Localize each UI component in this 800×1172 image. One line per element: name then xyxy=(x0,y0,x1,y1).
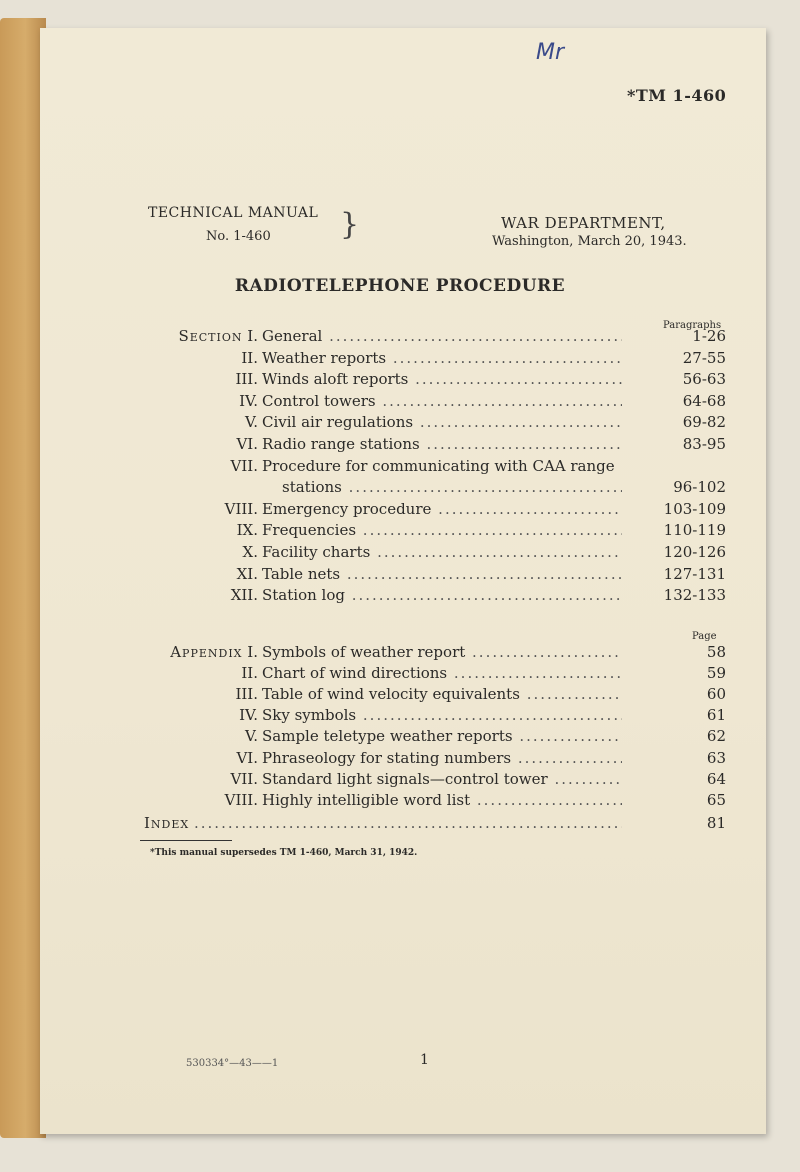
sections-paragraphs: 127-131 xyxy=(663,564,726,583)
page-column-header: Page xyxy=(692,631,717,642)
sections-number xyxy=(144,369,258,390)
appendix-numeral: I. xyxy=(247,643,258,661)
sections-entry[interactable] xyxy=(144,369,726,390)
appendix-numeral: V. xyxy=(245,727,258,746)
sections-lead-label: Section xyxy=(178,327,243,345)
appendix-entry[interactable] xyxy=(144,790,726,811)
paragraphs-column-header: Paragraphs xyxy=(663,320,722,331)
sections-numeral: XII. xyxy=(230,586,258,605)
appendix-title: Sample teletype weather reports ..... xyxy=(262,726,622,747)
sections-number xyxy=(144,456,258,477)
sections-entry[interactable] xyxy=(144,412,726,433)
appendix-entry[interactable] xyxy=(144,769,726,790)
sections-paragraphs: 64-68 xyxy=(682,391,726,410)
index-label: Index xyxy=(144,814,190,832)
sections-numeral: XI. xyxy=(236,564,258,583)
document-page xyxy=(40,28,766,1134)
appendix-entry[interactable] xyxy=(144,726,726,747)
sections-paragraphs: 103-109 xyxy=(663,499,726,518)
appendix-number xyxy=(144,790,258,811)
handwritten-margin-note: Mr xyxy=(536,40,565,65)
manual-number: No. 1-460 xyxy=(206,229,271,244)
appendix-number xyxy=(144,748,258,769)
sections-title-continuation: stations ..... xyxy=(282,477,622,498)
sections-title: Civil air regulations ..... xyxy=(262,412,622,433)
sections-entry[interactable] xyxy=(144,326,726,347)
appendix-number xyxy=(144,726,258,747)
technical-manual-label: TECHNICAL MANUAL xyxy=(148,205,319,221)
appendix-title: Table of wind velocity equivalents ..... xyxy=(262,684,622,705)
department-name: WAR DEPARTMENT, xyxy=(501,214,666,232)
sections-entry-continuation[interactable] xyxy=(144,477,726,498)
sections-numeral: X. xyxy=(242,543,258,561)
sections-title: Station log ..... xyxy=(262,585,622,606)
appendix-number xyxy=(144,684,258,705)
appendix-numeral: II. xyxy=(241,664,258,683)
appendix-title: Symbols of weather report ..... xyxy=(262,642,622,663)
sections-number xyxy=(144,326,258,347)
appendix-entry[interactable] xyxy=(144,663,726,684)
appendix-number xyxy=(144,705,258,726)
tm-number: *TM 1-460 xyxy=(627,86,727,105)
sections-title: Emergency procedure ..... xyxy=(262,499,622,520)
appendix-number xyxy=(144,663,258,684)
page-number: 1 xyxy=(420,1052,429,1068)
appendix-page: 65 xyxy=(706,790,726,809)
sections-entry[interactable] xyxy=(144,542,726,563)
sections-numeral: III. xyxy=(235,370,258,389)
appendix-page: 60 xyxy=(706,685,726,704)
appendix-numeral: VI. xyxy=(236,748,258,767)
sections-number xyxy=(144,520,258,541)
appendix-entry[interactable] xyxy=(144,748,726,769)
appendix-numeral: III. xyxy=(235,685,258,704)
sections-number xyxy=(144,499,258,520)
location-date: Washington, March 20, 1943. xyxy=(492,234,687,249)
sections-paragraphs: 110-119 xyxy=(663,521,726,540)
sections-paragraphs: 120-126 xyxy=(663,543,726,561)
appendix-title: Standard light signals—control tower ..... xyxy=(262,769,622,790)
sections-entry[interactable] xyxy=(144,520,726,541)
sections-numeral: VIII. xyxy=(224,499,258,518)
sections-numeral: VII. xyxy=(230,456,258,475)
appendix-page: 63 xyxy=(706,748,726,767)
sections-paragraphs: 27-55 xyxy=(682,348,726,367)
brace-glyph: } xyxy=(340,207,360,242)
sections-paragraphs: 132-133 xyxy=(663,586,726,605)
sections-number xyxy=(144,585,258,606)
appendix-title: Highly intelligible word list ..... xyxy=(262,790,622,811)
appendix-entry[interactable] xyxy=(144,642,726,663)
appendix-numeral: VII. xyxy=(230,769,258,788)
sections-entry[interactable] xyxy=(144,391,726,412)
footnote-rule xyxy=(140,840,232,841)
index-entry[interactable] xyxy=(144,813,726,834)
sections-title: Frequencies ..... xyxy=(262,520,622,541)
sections-title: Radio range stations ..... xyxy=(262,434,622,455)
page-title: RADIOTELEPHONE PROCEDURE xyxy=(234,276,566,296)
sections-paragraphs: 96-102 xyxy=(673,478,726,497)
sections-entry[interactable] xyxy=(144,564,726,585)
sections-title: Procedure for communicating with CAA range xyxy=(262,456,615,475)
sections-entry[interactable] xyxy=(144,456,726,477)
sections-number xyxy=(144,391,258,412)
sections-title: General ..... xyxy=(262,326,622,347)
appendix-entry[interactable] xyxy=(144,684,726,705)
sections-paragraphs: 56-63 xyxy=(682,370,726,389)
appendix-numeral: VIII. xyxy=(224,790,258,809)
index-leader xyxy=(194,813,622,834)
sections-numeral: VI. xyxy=(236,435,258,453)
appendix-numeral: IV. xyxy=(239,706,258,725)
sections-title: Table nets ..... xyxy=(262,564,622,585)
appendix-number xyxy=(144,642,258,663)
sections-entry[interactable] xyxy=(144,499,726,520)
appendix-title: Phraseology for stating numbers ..... xyxy=(262,748,622,769)
appendix-title: Sky symbols ..... xyxy=(262,705,622,726)
sections-paragraphs: 69-82 xyxy=(682,413,726,432)
appendix-page: 59 xyxy=(706,664,726,683)
sections-entry[interactable] xyxy=(144,585,726,606)
appendix-page: 64 xyxy=(706,769,726,788)
sections-entry[interactable] xyxy=(144,348,726,369)
footnote: *This manual supersedes TM 1-460, March 31, 1942. xyxy=(150,848,418,858)
appendix-page: 58 xyxy=(706,643,726,661)
sections-numeral: II. xyxy=(241,348,258,367)
sections-numeral: IV. xyxy=(239,391,258,410)
sections-paragraphs: 1-26 xyxy=(692,327,726,345)
appendix-page: 61 xyxy=(706,706,726,725)
sections-paragraphs: 83-95 xyxy=(682,435,726,453)
sections-entry[interactable] xyxy=(144,434,726,455)
appendix-lead-label: Appendix xyxy=(170,643,243,661)
appendix-entry[interactable] xyxy=(144,705,726,726)
sections-title: Facility charts ..... xyxy=(262,542,622,563)
sections-number xyxy=(144,542,258,563)
sections-number xyxy=(144,348,258,369)
sections-title: Weather reports ..... xyxy=(262,348,622,369)
sections-number xyxy=(144,412,258,433)
appendix-number xyxy=(144,769,258,790)
sections-number xyxy=(144,564,258,585)
index-page: 81 xyxy=(706,814,726,832)
appendix-title: Chart of wind directions ..... xyxy=(262,663,622,684)
sections-title: Winds aloft reports ..... xyxy=(262,369,622,390)
sections-numeral: I. xyxy=(247,327,258,345)
appendix-page: 62 xyxy=(706,727,726,746)
sections-numeral: IX. xyxy=(236,521,258,540)
sections-title: Control towers ..... xyxy=(262,391,622,412)
sections-numeral: V. xyxy=(245,413,258,432)
sections-number xyxy=(144,434,258,455)
print-code: 530334°—43——1 xyxy=(186,1058,279,1069)
